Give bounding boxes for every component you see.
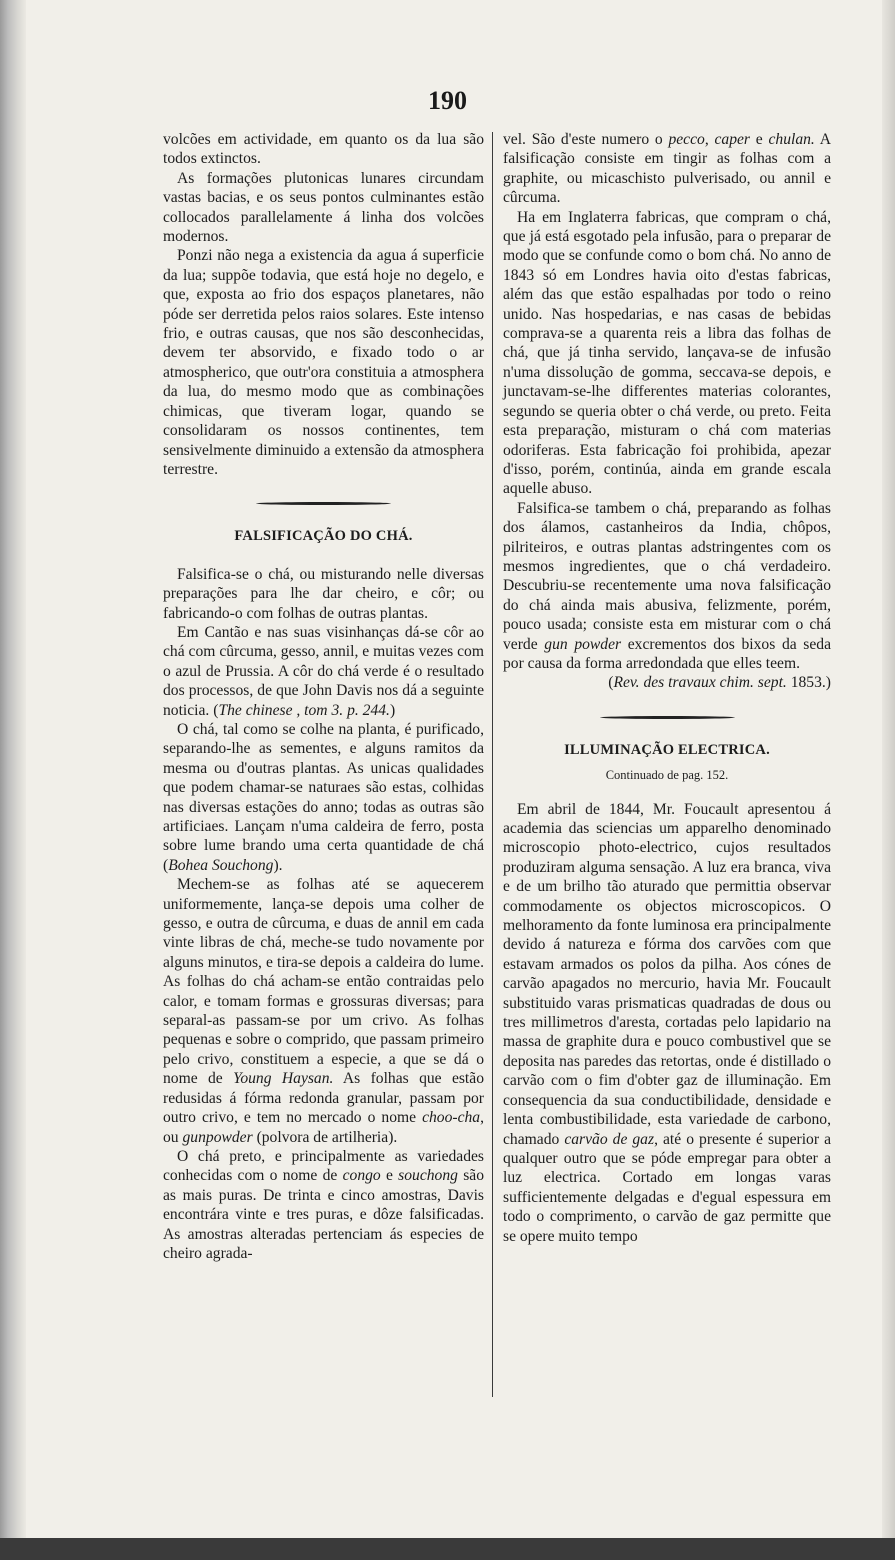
right-column [503, 130, 831, 1246]
paragraph: volcões em actividade, em quanto os da lua são todos extinctos. [163, 131, 484, 168]
continuation-note: Continuado de pag. 152. [605, 768, 729, 783]
paragraph [163, 1147, 484, 1263]
italic-term: souchong [398, 1167, 458, 1185]
text-run: Em abril de 1844, Mr. Foucault apresentou á academia das sciencias um apparelho denominado microscopio photo-electrico, cujos resultados produziram alguma sensação. A luz era branca, viva e de um brilho tão aturado que permittia observar commodamente os objectos microscopicos. O melhoramento da fonte luminosa era principalmente devido á natureza e fórma dos carvões com que estavam armados os polos da pilha. Aos cónes de carvão apagados no mercurio, havia Mr. Foucault substituido varas prismaticas quadradas de dous ou tres millimetros d'aresta, cortadas pelo lapidario na massa de graphite dura e pouco combustivel que se deposita nas paredes das retortas, onde é distillado o carvão com o fim d'obter gaz de illuminação. Em consequencia da sua conductibilidade, densidade e lenta combustibilidade, esta variedade de carbono, chamado [503, 800, 831, 1148]
paragraph: Ha em Inglaterra fabricas, que compram o chá, que já está esgotado pela infusão, para o preparar de modo que se confunde como o bom chá. No anno de 1843 só em Londres havia oito d'estas fabricas, além das que estão espalhadas por todo o reino unido. Nas hospedarias, e nas casas de bebidas comprava-se a quarenta reis a libra das folhas de chá, que já tinha servido, lançava-se de infusão n'uma dissolução de gomma, seccava-se depois, e junctavam-se-lhe differentes materias colorantes, segundo se queria obter o chá verde, ou preto. Feita esta preparação, misturam o chá com materias odoriferas. Esta fabricação foi prohibida, apezar d'isso, porém, continúa, ainda em grande escala aquelle abuso. [503, 208, 831, 498]
left-column [163, 130, 484, 1263]
page-bottom-edge [0, 1538, 895, 1560]
page-number: 190 [428, 86, 467, 115]
text-run: e [380, 1167, 399, 1185]
text-run: são as mais puras. De trinta e cinco amostras, Davis encontrára vinte e tres puras, e dôze falsificadas. As amostras alteradas pertenciam ás especies de cheiro agrada- [163, 1167, 485, 1262]
text-run: Em Cantão e nas suas visinhanças dá-se côr ao chá com cûrcuma, gesso, annil, e muitas vezes com o azul de Prussia. A côr do chá verde é o resultado dos processos, de que John Davis nos dá a seguinte noticia. ( [163, 623, 484, 719]
italic-term: Bohea Souchong [168, 856, 274, 874]
text-run: e [750, 131, 769, 148]
paragraph [503, 800, 831, 1246]
text-run: O chá preto, e principalmente as variedades conhecidas com o nome de [163, 1147, 484, 1185]
paragraph [503, 499, 831, 674]
citation-italic: The chinese , tom 3. p. 244. [218, 701, 390, 719]
section-divider-rule [600, 716, 735, 719]
text-run: , ou [163, 1109, 484, 1146]
section-divider-rule [256, 502, 391, 505]
italic-term: gun powder [544, 635, 622, 653]
italic-term: carvão de gaz [564, 1130, 655, 1148]
text-run: A falsificação consiste em tingir as folhas com a graphite, ou micaschisto pulverisado, ou annil e cûrcuma. [503, 131, 831, 207]
paragraph [503, 130, 831, 208]
column-divider [492, 132, 493, 1397]
italic-term: chulan. [768, 131, 815, 148]
italic-term: congo [342, 1167, 381, 1185]
italic-term: pecco [668, 131, 705, 148]
text-run: vel. São d'este numero o [503, 131, 669, 148]
text-run: ( [608, 674, 614, 692]
paragraph: Falsifica-se o chá, ou misturando nelle diversas preparações para lhe dar cheiro, e côr; ou fabricando-o com folhas de outras plantas. [163, 565, 484, 622]
text-run: As folhas que estão redusidas á fórma redonda granular, passam por outro crivo, e tem no mercado o nome [163, 1070, 484, 1127]
italic-term: caper [714, 131, 751, 148]
section-title-tea-falsification: FALSIFICAÇÃO DO CHÁ. [234, 528, 413, 545]
text-run: O chá, tal como se colhe na planta, é purificado, separando-lhe as sementes, e alguns ramitos da mesma ou d'outras plantas. As unicas qualidades que podem chamar-se naturaes são estas, colhidas nas diversas estações do anno; todas as outras são artificiaes. Lançam n'uma caldeira de ferro, posta sobre lume brando uma certa quantidade de chá ( [163, 720, 484, 874]
paragraph [163, 720, 484, 875]
source-reference [503, 673, 831, 692]
book-spine-shadow [0, 0, 26, 1560]
paragraph: Ponzi não nega a existencia da agua á superficie da lua; suppõe todavia, que está hoje no degelo, e que, exposta ao frio dos espaços planetares, não póde ser derretida pelos raios solares. Este intenso frio, e outras causas, que nos são desconhecidas, devem ter absorvido, e fixado todo o ar atmospherico, que outr'ora constituia a atmosphera da lua, do mesmo modo que as combinações chimicas, que tiveram logar, quando se consolidaram os nossos continentes, tem sensivelmente diminuido a extensão da atmosphera terrestre. [163, 247, 484, 478]
italic-term: choo-cha [422, 1109, 481, 1127]
text-run: 1853.) [786, 674, 831, 692]
text-run: Falsifica-se tambem o chá, preparando as folhas dos álamos, castanheiros da India, chôpos, pilriteiros, e outras plantas adstringentes com os mesmos ingredientes, que o chá verdadeiro. Descubriu-se recentemente uma nova falsificação do chá ainda mais abusiva, felizmente, porém, pouco usada; consiste esta em misturar com o chá verde [503, 499, 831, 653]
paragraph: As formações plutonicas lunares circundam vastas bacias, e os seus pontos culminantes estão collocados parallelamente á linha dos volcões modernos. [163, 169, 484, 246]
text-run: ). [273, 856, 283, 874]
section-title-electric-lighting: ILLUMINAÇÃO ELECTRICA. [564, 741, 770, 758]
text-run: Mechem-se as folhas até se aquecerem uniformemente, lança-se depois uma colher de gesso, e outra de cûrcuma, e duas de annil em cada vinte libras de chá, meche-se tudo novamente por alguns minutos, e tira-se depois a caldeira do lume. As folhas do chá acham-se então contraidas pelo calor, e tomam formas e grossuras diversas; para separal-as passam-se por um crivo. As folhas pequenas e sobre o comprido, que passam primeiro pelo crivo, constituem a especie, a que se dá o nome de [163, 876, 484, 1088]
text-run: excrementos dos bixos da seda por causa da forma arredondada que elles teem. [503, 635, 832, 672]
paragraph [163, 623, 484, 720]
text-run: ) [389, 701, 396, 719]
text-run: , [704, 131, 715, 148]
citation-italic: Rev. des travaux chim. sept. [613, 674, 787, 692]
paragraph [163, 875, 484, 1147]
italic-term: gunpowder [182, 1128, 253, 1146]
text-run: , até o presente é superior a qualquer outro que se póde empregar para obter a luz electrica. Cortado em longas varas sufficientemente delgadas e d'egual espessura em todo o comprimento, o carvão de gaz permitte que se opere muito tempo [503, 1130, 831, 1245]
italic-term: Young Haysan. [233, 1070, 334, 1088]
page-right-edge [882, 0, 895, 1540]
text-run: (polvora de artilheria). [252, 1128, 398, 1146]
